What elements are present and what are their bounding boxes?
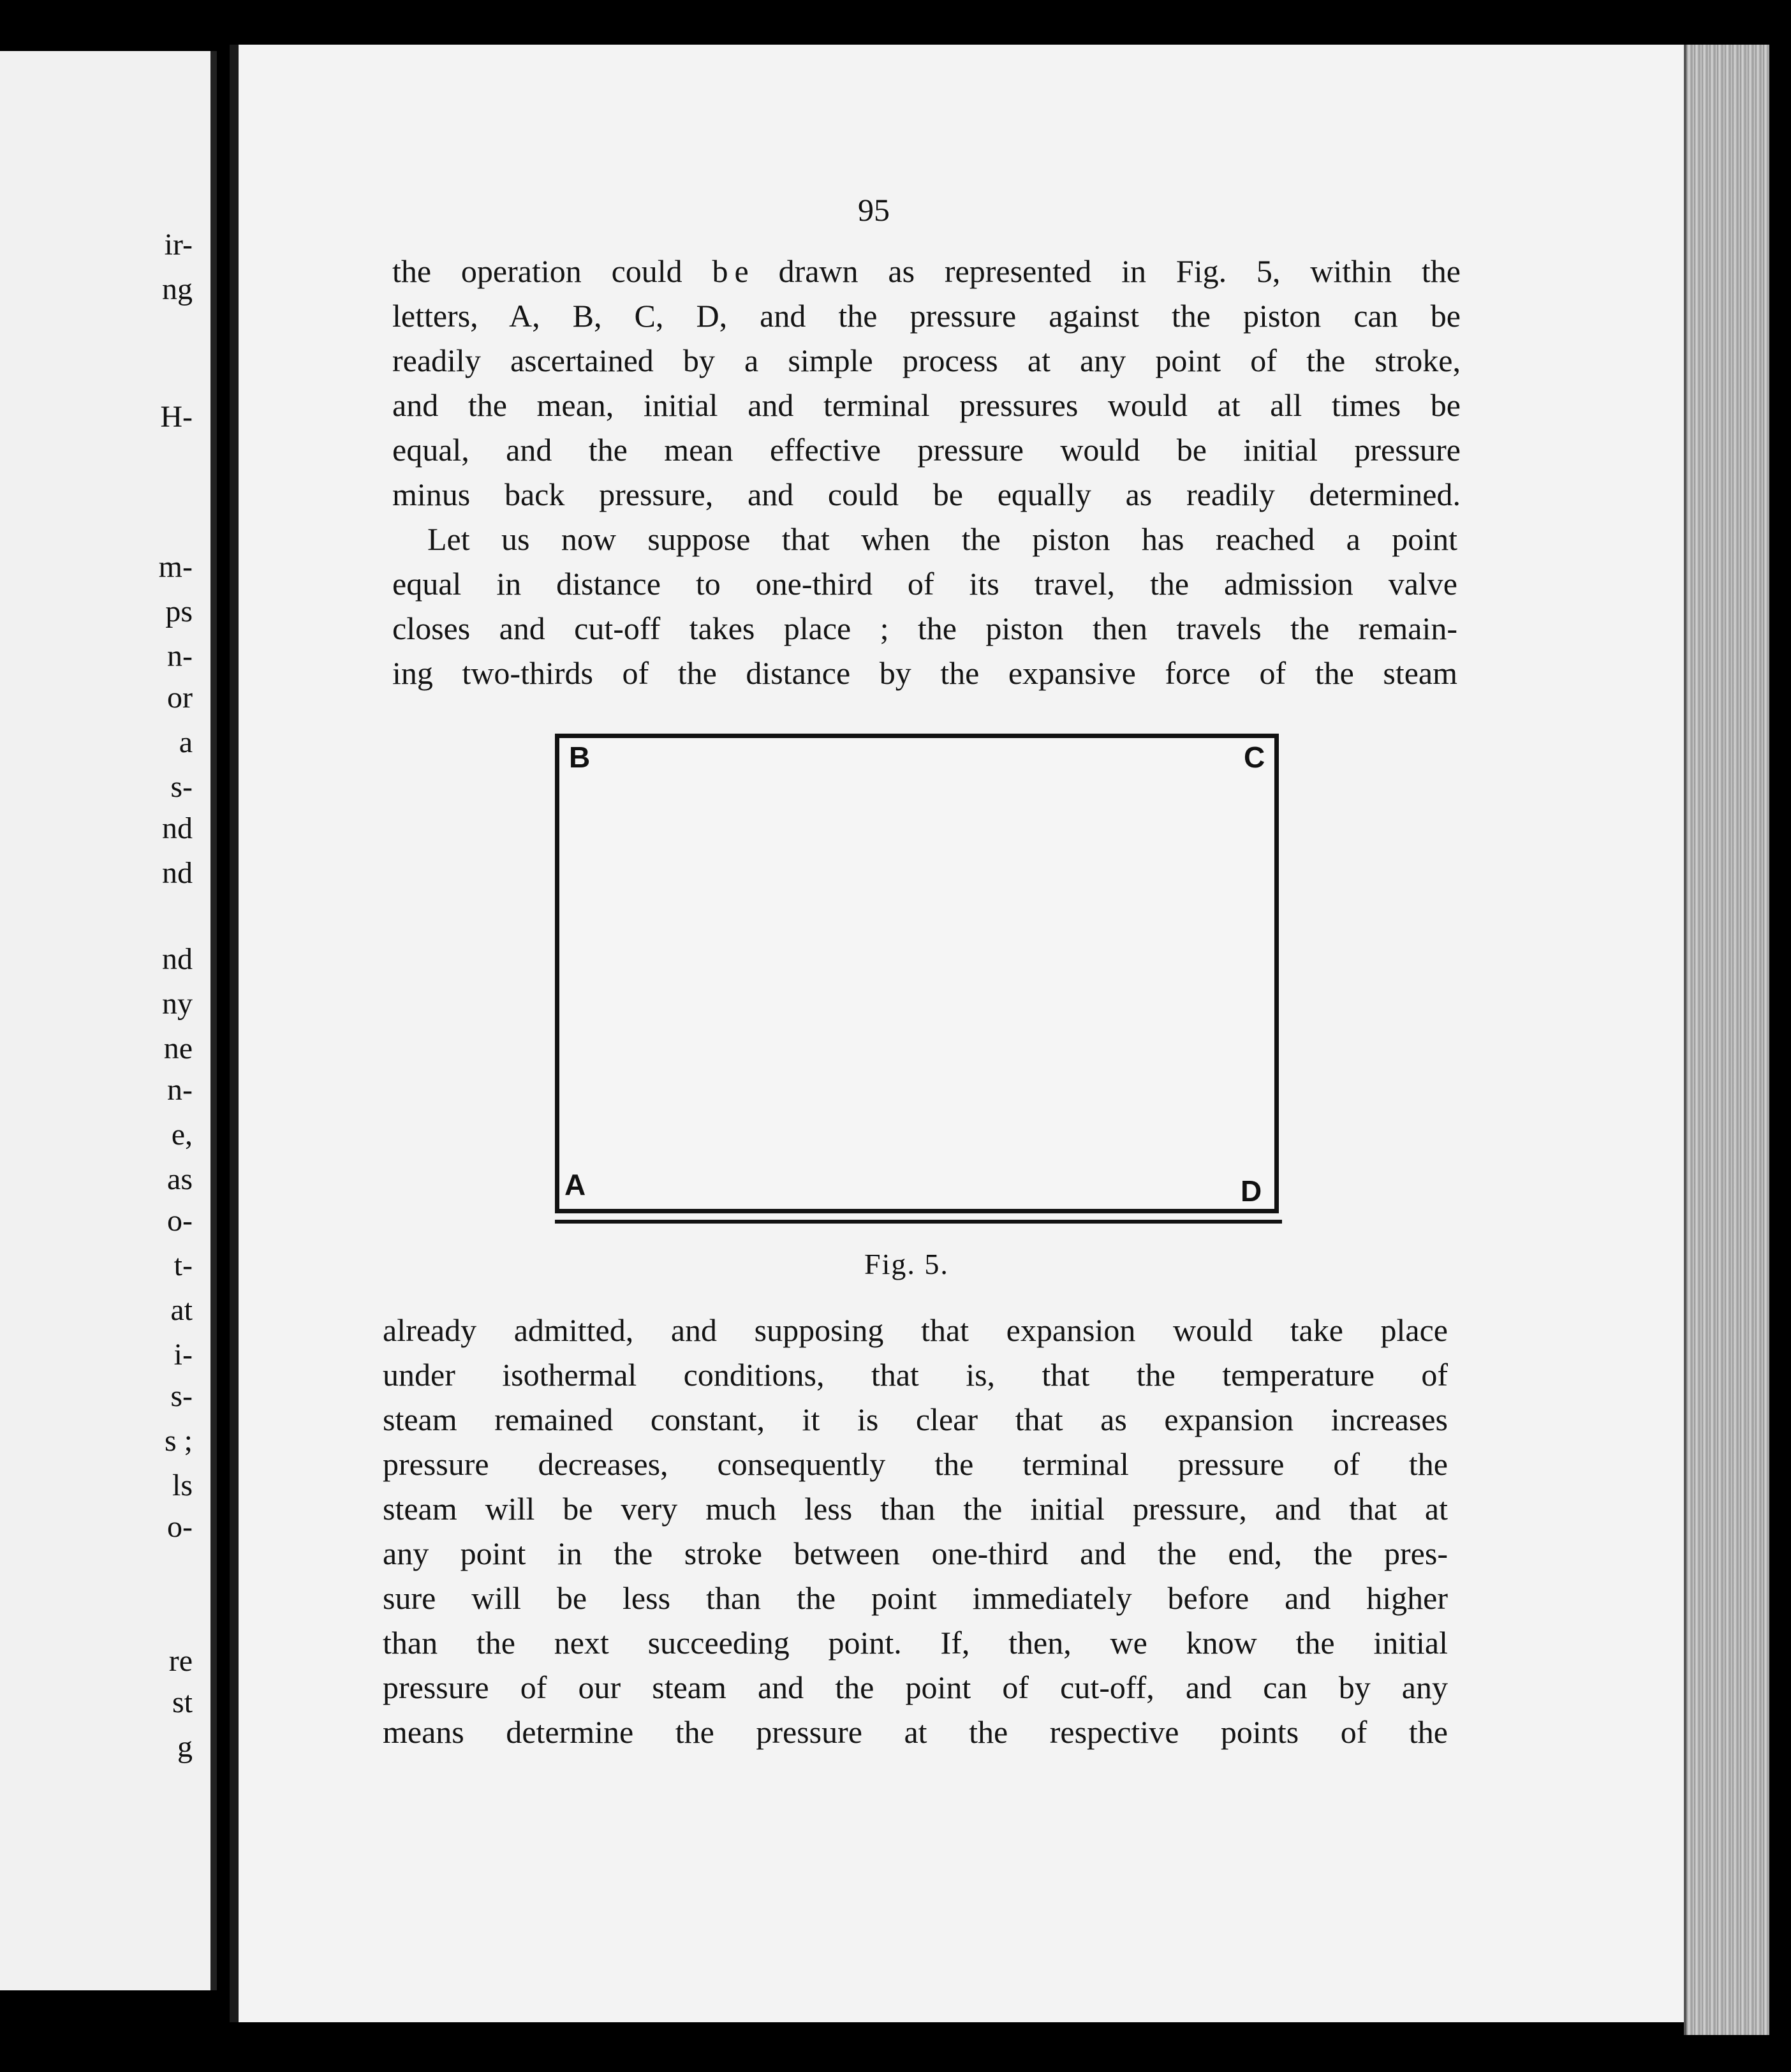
left-fragment: i- (173, 1338, 193, 1372)
left-fragment: nd (162, 811, 193, 845)
left-fragment: a (179, 725, 193, 759)
text-line: pressure decreases, consequently the terminal pressure of the (383, 1446, 1448, 1482)
left-fragment: nd (162, 942, 193, 976)
label-d: D (1241, 1174, 1262, 1208)
left-fragment: s ; (164, 1424, 193, 1458)
figure-caption: Fig. 5. (864, 1248, 949, 1280)
left-fragment: re (168, 1644, 193, 1678)
text-line: means determine the pressure at the respective points of the (383, 1714, 1448, 1750)
text-line: closes and cut-off takes place ; the piston then travels the remain- (392, 610, 1457, 646)
left-fragment: s- (170, 1379, 193, 1413)
text-line: pressure of our steam and the point of cut-off, and can by any (383, 1669, 1448, 1705)
left-fragment: ng (162, 272, 193, 306)
text-line: steam will be very much less than the initial pressure, and that at (383, 1491, 1448, 1527)
left-fragment: ls (172, 1469, 193, 1502)
text-line: equal in distance to one-third of its travel, the admission valve (392, 566, 1457, 602)
left-fragment: t- (173, 1248, 193, 1282)
text-line: Let us now suppose that when the piston has reached a point (427, 521, 1457, 557)
text-line: and the mean, initial and terminal pressures would at all times be (392, 387, 1461, 423)
left-fragment: o- (167, 1510, 193, 1544)
diagram-rectangle (555, 734, 1279, 1213)
left-fragment: ny (162, 987, 193, 1021)
page-number: 95 (858, 192, 890, 228)
text-line: ing two-thirds of the distance by the expansive force of the steam (392, 655, 1457, 691)
left-fragment: ne (163, 1032, 193, 1065)
left-fragment: g (177, 1730, 193, 1764)
left-fragment: or (167, 681, 193, 714)
left-fragment: st (172, 1685, 193, 1719)
text-line: than the next succeeding point. If, then, we know the initial (383, 1625, 1448, 1661)
left-fragment: nd (162, 856, 193, 890)
left-fragment: n- (167, 1073, 193, 1107)
left-fragment: ps (165, 595, 193, 628)
diagram-baseline (555, 1220, 1282, 1224)
left-fragment: ir- (164, 228, 193, 262)
left-fragment: H- (160, 400, 193, 434)
label-a: A (564, 1168, 586, 1201)
left-fragment: o- (167, 1204, 193, 1238)
left-fragment: m- (158, 550, 193, 584)
text-line: under isothermal conditions, that is, that the temperature of (383, 1357, 1448, 1393)
left-fragment: e, (171, 1118, 193, 1151)
left-fragment: n- (167, 639, 193, 673)
text-line: sure will be less than the point immediately before and higher (383, 1580, 1448, 1616)
label-c: C (1244, 741, 1265, 774)
text-line: steam remained constant, it is clear that as expansion increases (383, 1402, 1448, 1437)
figure-5 (555, 734, 1282, 1225)
left-fragment: s- (170, 770, 193, 804)
text-line: equal, and the mean effective pressure would be initial pressure (392, 432, 1461, 468)
text-line: readily ascertained by a simple process at any point of the stroke, (392, 343, 1461, 378)
left-page (0, 51, 217, 1990)
left-fragment: at (170, 1293, 193, 1327)
label-b: B (569, 741, 591, 774)
text-line: already admitted, and supposing that expansion would take place (383, 1312, 1448, 1348)
text-line: minus back pressure, and could be equally as readily determined. (392, 477, 1461, 512)
text-line: any point in the stroke between one-third and the end, the pres- (383, 1536, 1448, 1571)
page-edges (1684, 45, 1769, 2035)
left-fragment: as (167, 1162, 193, 1196)
text-line: the operation could b e drawn as represented in Fig. 5, within the (392, 253, 1461, 289)
text-line: letters, A, B, C, D, and the pressure against the piston can be (392, 298, 1461, 334)
